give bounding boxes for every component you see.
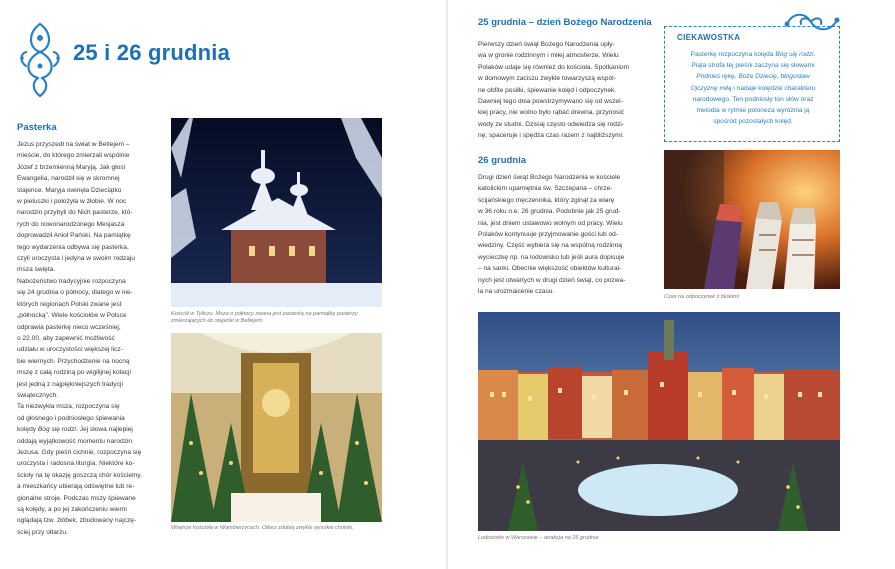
text-line: ścijańskiego męczennika, który zginął za wiarę [478, 196, 615, 204]
text-line: w pieluszki i położyła w żłobie. W noc [17, 198, 127, 206]
text-line: Polaków kontynuuje przyjmowanie gości lub od- [478, 231, 619, 239]
text-line: Ta niezwykła msza, rozpoczyna się [17, 403, 120, 411]
swirl-ornament-icon [18, 22, 62, 98]
text-line: Drugi dzień świąt Bożego Narodzenia w kościele [478, 174, 621, 181]
text-line: wycieczkę np. na lodowisko lub jeśli aura dopisuje [478, 253, 625, 261]
text-line: Jezusa. Gdy pieśń cichnie, rozpoczyna się [17, 448, 142, 456]
socks-fireplace-photo [664, 150, 840, 289]
text-line: są kolędy, a po jej zakończeniu wierni [17, 506, 127, 513]
text-line: mieście, do którego zmierzali wspólnie [17, 152, 130, 160]
text-line: wiedziny. Część wybiera się na wspólną rodzinną [478, 242, 622, 250]
text-line: uroczysta i radosna liturgia. Niektóre ko- [17, 460, 135, 468]
trivia-box [664, 26, 840, 142]
trivia-title: CIEKAWOSTKA [677, 33, 741, 42]
church-tylicz-photo [171, 118, 382, 307]
text-span: i nadaje kolędzie charakteru [731, 84, 816, 92]
section-heading-26-grudnia: 26 grudnia [478, 155, 527, 166]
text-line: w domowym zaciszu zwykle towarzyszą wspól- [478, 75, 616, 83]
text-line: melodia w rytmie poloneza wyróżnia ją [696, 107, 810, 115]
text-span: Ojczyznę miłą [690, 84, 732, 92]
text-line: Pierwszy dzień świąt Bożego Narodzenia upły- [478, 41, 615, 48]
text-line: Józef z brzemienną Maryją. Jak głosi [17, 163, 126, 171]
text-line: msza święta. [17, 266, 56, 274]
section-heading-25-grudnia: 25 grudnia – dzień Bożego Narodzenia [478, 17, 652, 28]
text-line: których regionach Polski zwane jest [17, 300, 122, 308]
text-line: wa w gronie rodzinnym i miłej atmosferze. Wielu [478, 52, 619, 60]
text-span: kolędy [17, 426, 38, 434]
text-line: Podnieś rękę, Boże Dziecię, błogosław [696, 73, 810, 81]
text-line: stajence. Maryja owinęła Dzieciątko [17, 186, 122, 194]
section-heading-pasterka: Pasterka [17, 122, 57, 133]
text-line: mszę z całą rodziną po wigilijnej kolacji [17, 369, 131, 377]
text-line [675, 83, 831, 94]
text-line: w 36 roku n.e. 26 grudnia. Podobnie jak 25 grud- [478, 208, 621, 216]
text-line: oddają wyjątkowość momentu narodzin [17, 437, 133, 445]
text-line: Jezus przyszedł na świat w Betlejem – [17, 141, 130, 148]
text-line: – na sanki. Obecnie większość obiektów kultural- [478, 265, 622, 273]
page-gutter [446, 0, 448, 569]
right-body-text-2 [478, 172, 654, 297]
text-line: Piąta strofa tej pieśni zaczyna się słowami [691, 62, 815, 70]
text-line: doprowadził Anioł Pański. Na pamiątkę [17, 232, 131, 240]
text-line: nia, jest dniem ustawowo wolnym od pracy. Wielu [478, 219, 623, 227]
text-line: odprawia pasterkę nieco wcześniej, [17, 323, 121, 331]
trivia-text [675, 49, 831, 127]
text-line: Polaków udaje się również do kościoła. Spotkaniom [478, 63, 630, 71]
text-line [17, 424, 165, 435]
text-line: jest jedną z najpiękniejszych tradycji [17, 380, 123, 388]
text-line: „północką”. Wiele kościołów w Polsce [17, 312, 127, 320]
text-line: nych jest otwartych w drugi dzień świąt, co pozwa- [478, 276, 626, 284]
left-body-text [17, 139, 165, 538]
text-line: katolickim upamiętnia św. Szczepana – chrze- [478, 185, 613, 193]
page-title: 25 i 26 grudnia [73, 40, 231, 65]
text-line: rych do nowonarodzonego Mesjasza [17, 220, 125, 228]
text-line: Ewangelia, narodził się w skromnej [17, 175, 120, 183]
text-line: od głośnego i podniosłego śpiewania [17, 414, 125, 422]
text-line: o 22.00, aby zapewnić możliwość [17, 334, 115, 342]
caption-church-tylicz: Kościół w Tyliczu. Msza o północy zwana jest pasterką na pamiątkę pasterzy zmierzających do stajenki w Betlejem. [171, 311, 358, 325]
text-line: bie wiernych. Przychodzenie na nocną [17, 357, 130, 365]
carol-title: Bóg się rodzi [775, 51, 814, 58]
text-line: ne obfite posiłki, śpiewanie kolęd i odpoczynek. [478, 86, 617, 94]
text-line: spośród pozostałych kolęd. [713, 118, 793, 126]
text-line: nę, spaceruje i spędza czas razem z najbliższymi. [478, 132, 624, 140]
text-line: świątecznych. [17, 391, 59, 399]
text-line: narodowego. Ten podniosły ton słów oraz [692, 95, 814, 103]
text-line: a mieszkańcy ubierają odświętne lub re- [17, 483, 135, 491]
text-line: Dawniej tego dnia powstrzymywano się od wszel- [478, 98, 623, 106]
text-line: narodzin przybyli do Nich pasterze, któ- [17, 209, 133, 217]
text-span: . Jej słowa najlepiej [76, 426, 133, 434]
caption-warsaw: Lodowisko w Warszawie – atrakcja na 26 grudnia [478, 535, 599, 541]
text-span: Pasterkę rozpoczyna kolęda [690, 51, 776, 58]
carol-title: Bóg się rodzi [37, 426, 77, 434]
text-line: się 24 grudnia o północy, dlatego w nie- [17, 289, 133, 297]
text-line: tego wydarzenia odbywa się pasterka, [17, 243, 129, 251]
text-line: kiej pracy, nie wolno było rąbać drewna, przynosić [478, 109, 625, 117]
caption-church-interior: Wnętrze kościoła w Wambierzycach. Ołtarz zdobią zwykle wysokie choinki. [171, 525, 354, 531]
church-interior-photo [171, 333, 382, 522]
text-line: oglądają tzw. żłóbek, zbudowany najczę- [17, 517, 137, 525]
caption-socks: Czas na odpoczynek z bliskimi [664, 294, 739, 300]
right-body-text-1 [478, 39, 654, 142]
text-line [675, 49, 831, 60]
text-line: ścioły na tę okazję goszczą chór kościelny, [17, 471, 142, 479]
text-line: la na urozmaicenie czasu. [478, 288, 555, 296]
text-line: czyli uroczysta i jedyna w swoim rodzaju [17, 255, 135, 263]
text-line: Nabożeństwo tradycyjnie rozpoczyna [17, 277, 126, 285]
text-line: ściej przy ołtarzu. [17, 528, 68, 536]
swirl-ornament-icon [783, 10, 841, 36]
text-line: wody ze studni. Dzisiaj często odwiedza się rodzi- [478, 120, 624, 128]
text-line: gionalne stroje. Podczas mszy śpiewane [17, 494, 136, 502]
text-span: . [813, 51, 816, 58]
warsaw-old-town-photo [478, 312, 840, 531]
text-line: udziału w uroczystości większej licz- [17, 346, 123, 354]
